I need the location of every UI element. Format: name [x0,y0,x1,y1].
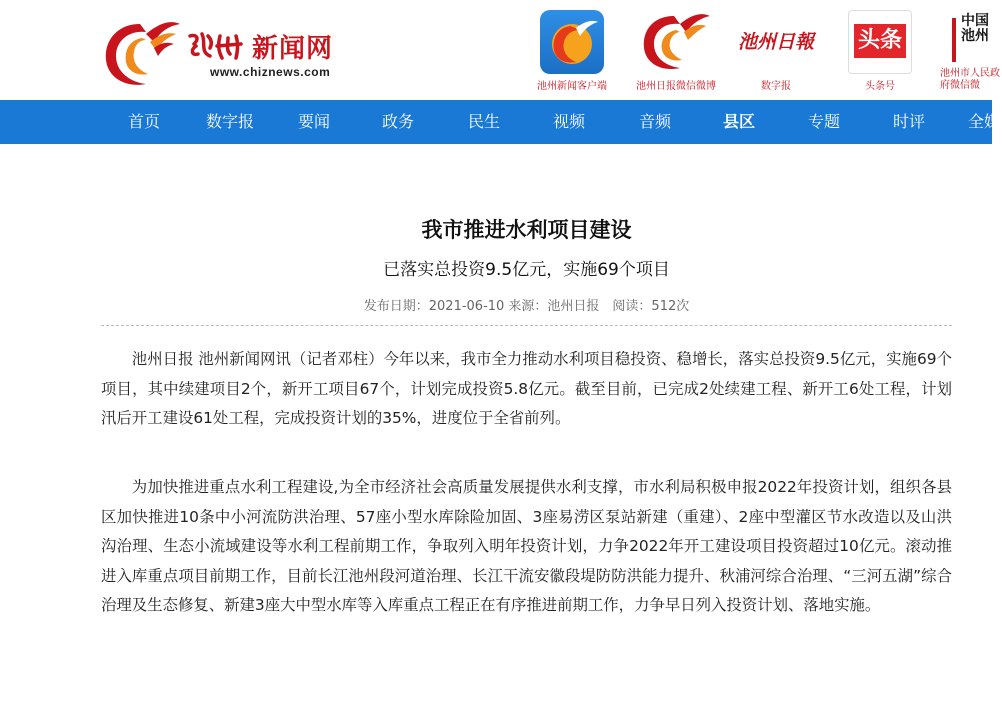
article-subtitle: 已落实总投资9.5亿元，实施69个项目 [383,260,670,280]
logo-calligraphy-icon [214,32,244,60]
nav-item-home[interactable]: 首页 [127,112,160,131]
nav-item-all-media[interactable]: 全媒 [968,112,1001,131]
app-caption: 池州新闻客户端 [537,81,607,92]
app-link-gov-wechat[interactable] [940,10,1000,92]
site-name: 新闻网 [252,34,334,64]
article-meta: 发布日期：2021-06-10 来源：池州日报 阅读：512次 [363,299,690,314]
app-caption: 池州市人民政府微信微 [940,68,1000,91]
nav-item-counties[interactable]: 县区 [722,112,755,131]
app-caption: 头条号 [865,81,895,92]
nav-item-audio[interactable]: 音频 [638,112,671,131]
app-caption: 数字报 [761,81,791,92]
toutiao-app-icon [848,10,912,74]
toutiao-logo-text: 头条 [854,24,906,58]
app-link-wechat-weibo[interactable] [630,10,722,92]
nav-item-headlines[interactable]: 要闻 [297,112,330,131]
logo-swirl-icon [102,18,182,88]
site-url: www.chiznews.com [210,65,331,79]
nav-item-livelihood[interactable]: 民生 [467,112,500,131]
divider [101,325,952,326]
nav-item-commentary[interactable]: 时评 [892,112,925,131]
news-client-app-icon [540,10,604,74]
daily-swirl-icon [640,10,712,74]
site-logo[interactable] [100,18,360,88]
app-link-news-client[interactable] [532,10,612,92]
article-title: 我市推进水利项目建设 [421,218,632,242]
nav-item-digital-paper[interactable]: 数字报 [205,112,254,131]
gov-logo-icon [940,10,992,66]
logo-calligraphy-icon [186,30,216,60]
nav-item-video[interactable]: 视频 [552,112,585,131]
app-link-digital-paper[interactable] [736,10,816,92]
gov-logo-text: 中国池州 [961,13,989,44]
article-paragraph: 为加快推进重点水利工程建设,为全市经济社会高质量发展提供水利支撑，市水利局积极申报2022年投资计划，组织各县区加快推进10条中小河流防洪治理、57座小型水库除险加固、3座易涝区泵站新建（重建）、2座中型灌区节水改造以及山洪沟治理、生态小流域建设等水利工程前期工作，争取列入明年投资计划，力争2022年开工建设项目投资超过10亿元。滚动推进入库重点项目前期工作，目前长江池州段河道治理、长江干流安徽段堤防防洪能力提升、秋浦河综合治理、“三河五湖”综合治理及生态修复、新建3座大中型水库等入库重点工程正在有序推进前期工作，力争早日列入投资计划、落地实施。 [101,478,952,614]
nav-item-topics[interactable]: 专题 [807,112,840,131]
app-link-toutiao[interactable] [848,10,912,92]
main-nav [0,100,1001,144]
article-paragraph: 池州日报 池州新闻网讯（记者邓柱）今年以来，我市全力推动水利项目稳投资、稳增长，落实总投资9.5亿元，实施69个项目，其中续建项目2个，新开工项目67个，计划完成投资5.8亿元。截至目前，已完成2处续建工程、新开工6处工程，计划汛后开工建设61处工程，完成投资计划的35%，进度位于全省前列。 [101,350,952,427]
daily-paper-logo: 池州日報 [737,31,814,53]
site-header [0,0,1000,100]
nav-item-government[interactable]: 政务 [381,112,414,131]
app-caption: 池州日报微信微博 [636,81,716,92]
